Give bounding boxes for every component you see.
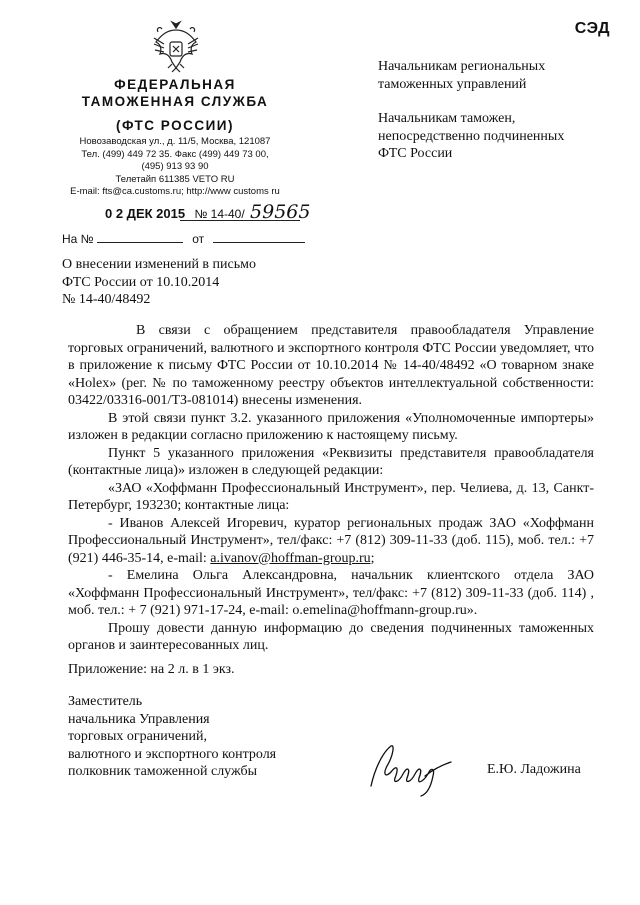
signer-line-5: полковник таможенной службы (68, 764, 258, 779)
address-line-1: Новозаводская ул., д. 11/5, Москва, 121087 (79, 136, 271, 147)
reference-line (62, 232, 305, 246)
address-line-2: Тел. (499) 449 72 35. Факс (499) 449 73 00, (81, 148, 269, 160)
recipient-1-line-1: Начальникам региональных (378, 59, 546, 74)
signer-line-3: торговых ограничений, (68, 729, 208, 744)
attachment-note: Приложение: на 2 л. в 1 экз. (68, 662, 235, 677)
body-paragraph-5 (68, 515, 594, 568)
org-line-1: ФЕДЕРАЛЬНАЯ (114, 77, 236, 92)
body-paragraph-7: Прошу довести данную информацию до сведения подчиненных таможенных органов и заинтересованных лиц. (68, 620, 594, 653)
contact-1-email-link[interactable]: a.ivanov@hoffman-group.ru; (210, 550, 375, 566)
signer-name: Е.Ю. Ладожина (487, 762, 581, 777)
signer-title (68, 693, 276, 781)
recipient-2-line-3: ФТС России (378, 146, 453, 161)
handwritten-signature-icon (365, 738, 455, 798)
reference-number-blank (97, 232, 183, 243)
recipient-1-line-2: таможенных управлений (378, 76, 527, 92)
body-paragraph-2: В этой связи пункт 3.2. указанного приложения «Уполномоченные импортеры» изложен в редакции согласно приложению к настоящему письму. (68, 410, 594, 443)
org-line-2: ТАМОЖЕННАЯ СЛУЖБА (81, 94, 269, 109)
reference-date-blank (213, 232, 305, 243)
recipient-2-line-2: непосредственно подчиненных (378, 128, 565, 144)
letter-body (68, 322, 594, 655)
recipient-block-2 (378, 110, 618, 163)
body-paragraph-6: - Емелина Ольга Александровна, начальник клиентского отдела ЗАО «Хоффманн Профессиональный Инструмент», тел/факс: +7 (812) 309-11-33 (доб. 114) , моб. тел.: + 7 (921) 971-17-24, e-mail: o.emelina@hoffmann-group.ru». (68, 568, 594, 618)
registration-underline (180, 220, 300, 221)
org-line-3: (ФТС РОССИИ) (116, 118, 234, 133)
body-paragraph-3: Пункт 5 указанного приложения «Реквизиты представителя правообладателя (контактные лица)» изложен в следующей редакции: (68, 445, 594, 478)
signer-line-4: валютного и экспортного контроля (68, 746, 277, 762)
reference-date-label: от (192, 232, 205, 246)
coat-of-arms-emblem-icon (150, 18, 202, 74)
body-paragraph-1: В связи с обращением представителя правообладателя Управление торговых ограничений, валютного и экспортного контроля ФТС России уведомляет, что в приложение к письму ФТС России от 10.10.2014 № 14-40/48492 «О товарном знаке «Holex» (рег. № по таможенному реестру объектов интеллектуальной собственности: 03422/03316-001/ТЗ-081014) внесены изменения. (68, 323, 594, 408)
sed-mark: СЭД (574, 20, 610, 37)
letter-subject (62, 256, 256, 309)
subject-line-2: ФТС России от 10.10.2014 (62, 274, 220, 290)
subject-line-1: О внесении изменений в письмо (62, 257, 256, 272)
body-paragraph-4: «ЗАО «Хоффманн Профессиональный Инструмент», пер. Челиева, д. 13, Санкт-Петербург, 193230; контактные лица: (68, 480, 594, 513)
organization-name (60, 76, 290, 134)
contact-1-text: - Иванов Алексей Игоревич, куратор региональных продаж ЗАО «Хоффманн Профессиональный Инструмент», тел/факс: +7 (812) 309-11-33 (доб. 115), моб. тел.: +7 (921) 446-35-14, e-mail: (68, 515, 594, 566)
recipient-block-1 (378, 58, 618, 93)
subject-line-3: № 14-40/48492 (62, 292, 151, 307)
address-line-4: Телетайп 611385 VETO RU (115, 173, 235, 185)
signer-line-2: начальника Управления (68, 711, 210, 727)
address-line-3: (495) 913 93 90 (141, 161, 209, 172)
signer-line-1: Заместитель (68, 694, 143, 709)
registration-number-handwritten: 59565 (250, 201, 311, 223)
address-line-5: E-mail: fts@ca.customs.ru; http://www customs ru (70, 186, 280, 197)
recipient-2-line-1: Начальникам таможен, (378, 111, 516, 126)
registration-date: 0 2 ДЕК 2015 (105, 206, 186, 221)
organization-address (60, 136, 290, 199)
reference-number-label: На № (62, 232, 94, 246)
registration-number-label: № 14-40/ (194, 207, 245, 221)
